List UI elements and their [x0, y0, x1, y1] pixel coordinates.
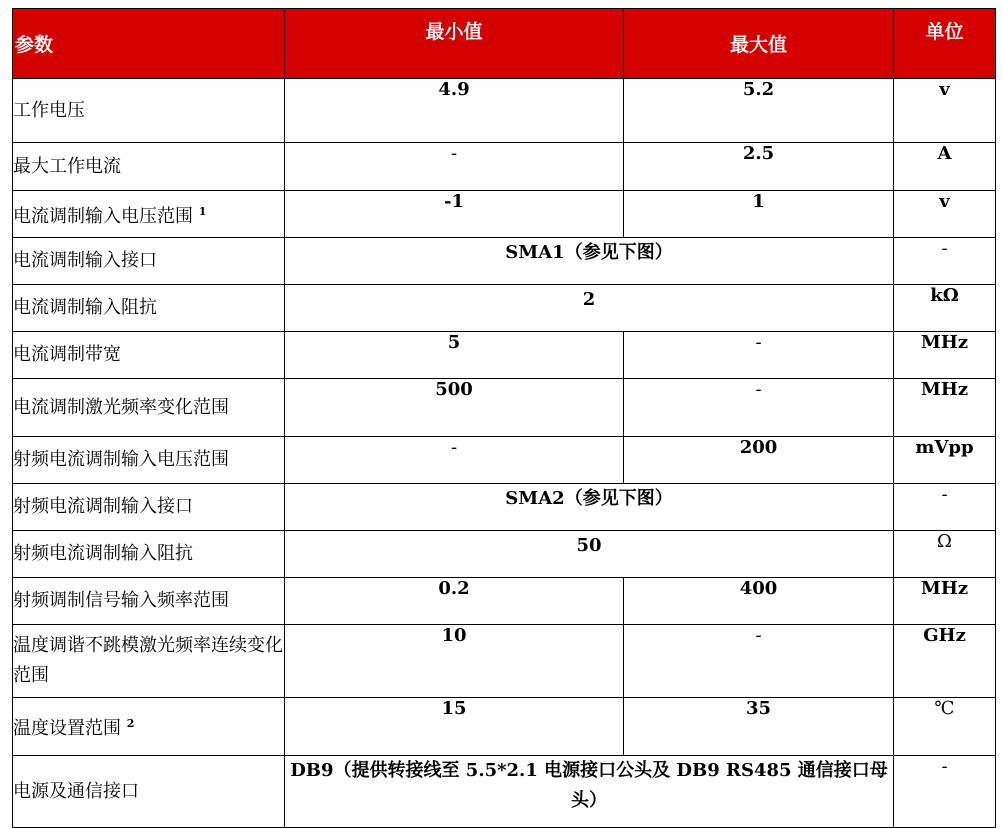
- max-value: 2.5: [624, 143, 894, 191]
- param-name: 温度调谐不跳模激光频率连续变化范围: [13, 625, 285, 698]
- table-row: [13, 379, 996, 437]
- param-name: 最大工作电流: [13, 143, 285, 191]
- table-header-row: [13, 9, 996, 79]
- param-name: 射频调制信号输入频率范围: [13, 578, 285, 625]
- footnote-marker: 2: [126, 717, 135, 730]
- header-min: 最小值: [285, 9, 624, 79]
- min-value: 15: [285, 698, 624, 756]
- unit-value: A: [894, 143, 996, 191]
- table-row: [13, 285, 996, 332]
- param-name-cell: [13, 191, 285, 238]
- table-row: [13, 578, 996, 625]
- table-row: [13, 698, 996, 756]
- param-name: 电源及通信接口: [13, 756, 285, 828]
- unit-value: mVpp: [894, 437, 996, 484]
- param-name: 电流调制激光频率变化范围: [13, 379, 285, 437]
- max-value: 200: [624, 437, 894, 484]
- header-max: 最大值: [624, 9, 894, 79]
- table-row: [13, 191, 996, 238]
- unit-value: Ω: [894, 531, 996, 578]
- table-row: [13, 437, 996, 484]
- unit-value: v: [894, 79, 996, 143]
- unit-value: v: [894, 191, 996, 238]
- min-value: 0.2: [285, 578, 624, 625]
- merged-value: 50: [285, 531, 894, 578]
- unit-value: ℃: [894, 698, 996, 756]
- param-name-cell: [13, 698, 285, 756]
- footnote-marker: 1: [198, 204, 207, 218]
- max-value: -: [624, 379, 894, 437]
- merged-value: SMA2（参见下图）: [285, 484, 894, 531]
- max-value: -: [624, 332, 894, 379]
- unit-value: kΩ: [894, 285, 996, 332]
- header-unit: 单位: [894, 9, 996, 79]
- unit-value: GHz: [894, 625, 996, 698]
- max-value: -: [624, 625, 894, 698]
- table-row: [13, 531, 996, 578]
- table-row: [13, 625, 996, 698]
- param-name: 电流调制输入阻抗: [13, 285, 285, 332]
- max-value: 5.2: [624, 79, 894, 143]
- table-row: [13, 79, 996, 143]
- max-value: 35: [624, 698, 894, 756]
- table-row: [13, 484, 996, 531]
- unit-value: MHz: [894, 379, 996, 437]
- max-value: 1: [624, 191, 894, 238]
- param-name: 工作电压: [13, 79, 285, 143]
- max-value: 400: [624, 578, 894, 625]
- table-row: [13, 238, 996, 285]
- spec-table: [12, 8, 996, 828]
- min-value: 500: [285, 379, 624, 437]
- param-name: 射频电流调制输入接口: [13, 484, 285, 531]
- unit-value: -: [894, 238, 996, 285]
- merged-value: SMA1（参见下图）: [285, 238, 894, 285]
- unit-value: MHz: [894, 578, 996, 625]
- min-value: -1: [285, 191, 624, 238]
- table-row: [13, 332, 996, 379]
- unit-value: MHz: [894, 332, 996, 379]
- min-value: -: [285, 437, 624, 484]
- table-row: [13, 143, 996, 191]
- table-row: [13, 756, 996, 828]
- param-name: 电流调制带宽: [13, 332, 285, 379]
- unit-value: -: [894, 756, 996, 828]
- min-value: 10: [285, 625, 624, 698]
- header-param: 参数: [13, 9, 285, 79]
- unit-value: -: [894, 484, 996, 531]
- min-value: 4.9: [285, 79, 624, 143]
- param-name: 射频电流调制输入电压范围: [13, 437, 285, 484]
- param-name: 温度设置范围: [13, 718, 121, 739]
- merged-value: 2: [285, 285, 894, 332]
- param-name: 电流调制输入电压范围: [13, 205, 193, 227]
- min-value: -: [285, 143, 624, 191]
- param-name: 射频电流调制输入阻抗: [13, 531, 285, 578]
- min-value: 5: [285, 332, 624, 379]
- param-name: 电流调制输入接口: [13, 238, 285, 285]
- merged-value: DB9（提供转接线至 5.5*2.1 电源接口公头及 DB9 RS485 通信接口母头）: [285, 756, 894, 828]
